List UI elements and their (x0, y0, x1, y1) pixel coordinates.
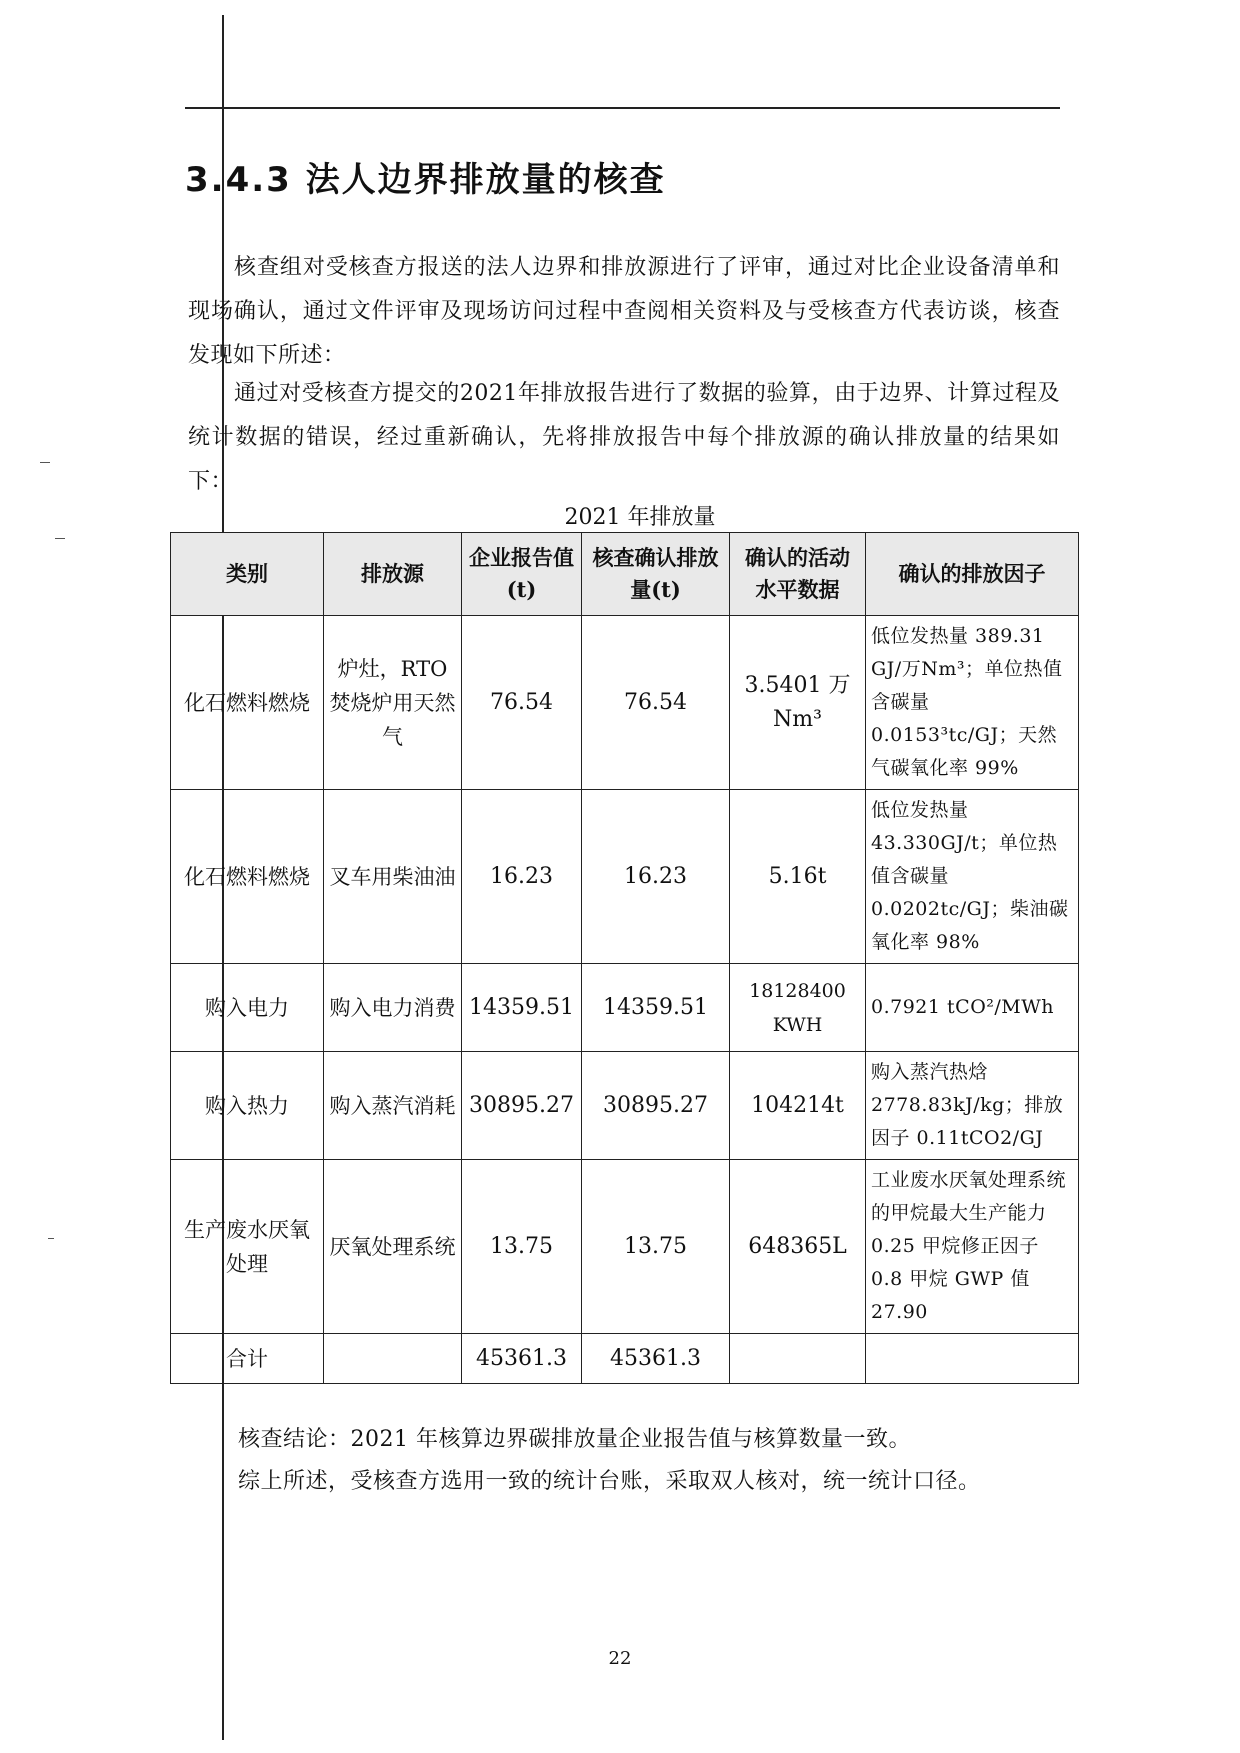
cell-category: 化石燃料燃烧 (171, 616, 324, 790)
scan-mark (48, 1238, 54, 1239)
table-header-row (171, 533, 1079, 616)
table-row (171, 964, 1079, 1052)
cell-activity: 5.16t (730, 790, 866, 964)
cell-factor: 低位发热量 43.330GJ/t；单位热值含碳量 0.0202tc/GJ；柴油碳氧化率 98% (866, 790, 1079, 964)
cell-source: 购入电力消费 (324, 964, 462, 1052)
table-row (171, 1052, 1079, 1160)
cell-verified: 76.54 (582, 616, 730, 790)
cell-total-factor (866, 1334, 1079, 1384)
header-activity: 确认的活动水平数据 (730, 533, 866, 616)
cell-verified: 16.23 (582, 790, 730, 964)
cell-source: 叉车用柴油油 (324, 790, 462, 964)
header-rule (185, 107, 1060, 109)
cell-total-label: 合计 (171, 1334, 324, 1384)
cell-factor: 低位发热量 389.31 GJ/万Nm³；单位热值含碳量 0.0153³tc/GJ；天然气碳氧化率 99% (866, 616, 1079, 790)
cell-total-reported: 45361.3 (462, 1334, 582, 1384)
verification-conclusion: 核查结论：2021 年核算边界碳排放量企业报告值与核算数量一致。 (238, 1427, 911, 1452)
cell-activity: 18128400 KWH (730, 964, 866, 1052)
cell-activity: 648365L (730, 1160, 866, 1334)
cell-reported: 76.54 (462, 616, 582, 790)
cell-total-verified: 45361.3 (582, 1334, 730, 1384)
cell-reported: 30895.27 (462, 1052, 582, 1160)
scan-mark (55, 538, 65, 539)
section-heading: 3.4.3 法人边界排放量的核查 (185, 160, 666, 200)
paragraph-review: 核查组对受核查方报送的法人边界和排放源进行了评审，通过对比企业设备清单和现场确认，通过文件评审及现场访问过程中查阅相关资料及与受核查方代表访谈，核查发现如下所述： (188, 255, 1060, 368)
header-source: 排放源 (324, 533, 462, 616)
cell-source: 炉灶，RTO焚烧炉用天然气 (324, 616, 462, 790)
scan-mark (40, 462, 50, 463)
cell-factor: 0.7921 tCO²/MWh (866, 964, 1079, 1052)
header-category: 类别 (171, 533, 324, 616)
paragraph-verification: 通过对受核查方提交的2021年排放报告进行了数据的验算，由于边界、计算过程及统计数据的错误，经过重新确认，先将排放报告中每个排放源的确认排放量的结果如下： (188, 381, 1060, 494)
cell-category: 化石燃料燃烧 (171, 790, 324, 964)
cell-verified: 13.75 (582, 1160, 730, 1334)
cell-activity: 104214t (730, 1052, 866, 1160)
table-total-row (171, 1334, 1079, 1384)
cell-total-activity (730, 1334, 866, 1384)
cell-reported: 13.75 (462, 1160, 582, 1334)
cell-source: 厌氧处理系统 (324, 1160, 462, 1334)
table-row (171, 1160, 1079, 1334)
header-reported: 企业报告值(t) (462, 533, 582, 616)
cell-category: 购入电力 (171, 964, 324, 1052)
header-factor: 确认的排放因子 (866, 533, 1079, 616)
page-number: 22 (608, 1648, 632, 1669)
emissions-table (170, 532, 1079, 1384)
summary-statement: 综上所述，受核查方选用一致的统计台账，采取双人核对，统一统计口径。 (238, 1469, 981, 1494)
cell-verified: 14359.51 (582, 964, 730, 1052)
cell-factor: 购入蒸汽热焓 2778.83kJ/kg；排放因子 0.11tCO2/GJ (866, 1052, 1079, 1160)
cell-verified: 30895.27 (582, 1052, 730, 1160)
cell-reported: 16.23 (462, 790, 582, 964)
cell-category: 购入热力 (171, 1052, 324, 1160)
cell-source: 购入蒸汽消耗 (324, 1052, 462, 1160)
cell-activity: 3.5401 万Nm³ (730, 616, 866, 790)
cell-reported: 14359.51 (462, 964, 582, 1052)
cell-total-source (324, 1334, 462, 1384)
cell-category: 生产废水厌氧处理 (171, 1160, 324, 1334)
table-row (171, 616, 1079, 790)
table-caption: 2021 年排放量 (564, 505, 716, 530)
header-verified: 核查确认排放量(t) (582, 533, 730, 616)
cell-factor: 工业废水厌氧处理系统的甲烷最大生产能力 0.25 甲烷修正因子 0.8 甲烷 GWP 值 27.90 (866, 1160, 1079, 1334)
table-row (171, 790, 1079, 964)
